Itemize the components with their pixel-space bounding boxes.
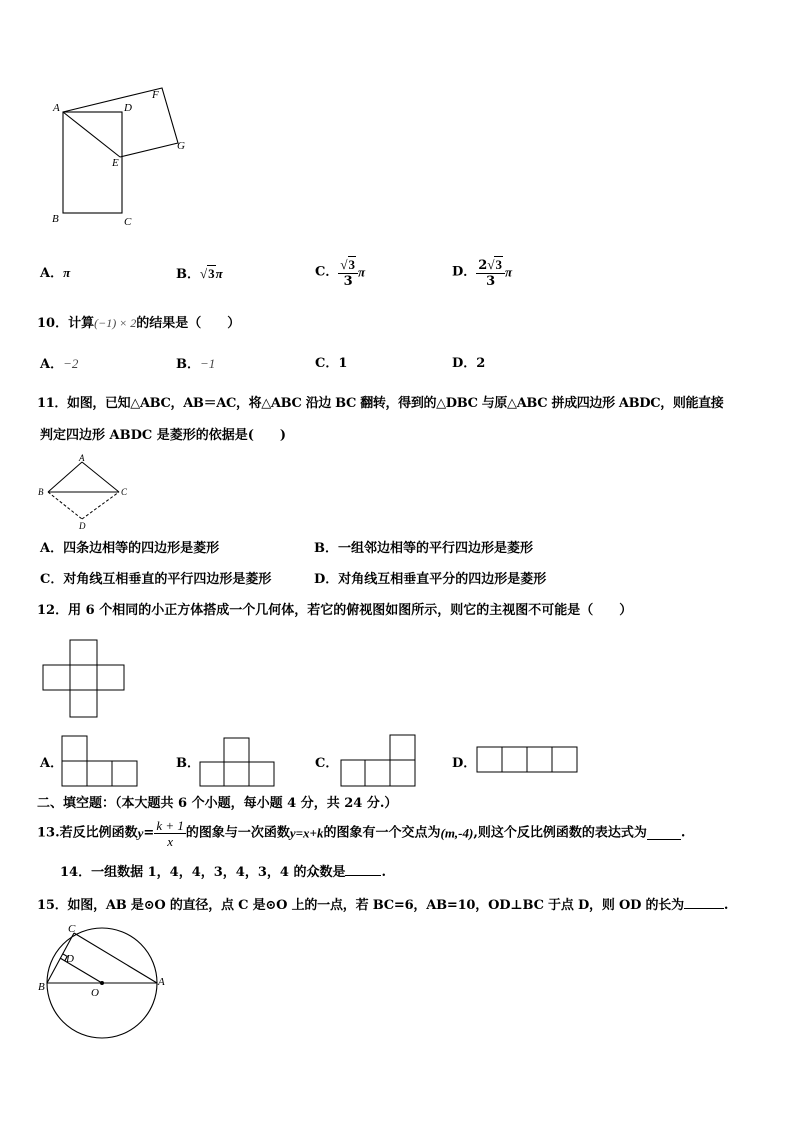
label-a: A bbox=[158, 976, 165, 988]
label-o: O bbox=[91, 987, 99, 999]
q9-option-a: A．π bbox=[40, 265, 71, 281]
q12-top-view bbox=[40, 633, 130, 723]
q10-option-a: A．−2 bbox=[40, 356, 79, 372]
segment-ac bbox=[82, 462, 119, 492]
q9-option-c: C． $\frac{√3}{3}$ π bbox=[315, 257, 366, 289]
q11-option-a: A．四条边相等的四边形是菱形 bbox=[40, 541, 220, 556]
q11-option-d: D．对角线互相垂直平分的四边形是菱形 bbox=[314, 572, 547, 587]
q13-stem: 13.若反比例函数y= $\frac{k + 1}{x}$ 的图象与一次函数y=x+k的图象有一个交点为(m,-4),则这个反比例函数的表达式为 . bbox=[37, 818, 686, 849]
q9-option-d: D． $\frac{2√3}{3}$ π bbox=[452, 257, 513, 289]
q12-option-c-figure bbox=[338, 732, 418, 790]
q11-option-b: B．一组邻边相等的平行四边形是菱形 bbox=[314, 541, 533, 556]
q13-answer-blank[interactable] bbox=[647, 827, 681, 840]
q12-option-d-figure bbox=[474, 744, 580, 776]
q10-option-b: B．−1 bbox=[176, 356, 216, 372]
label-c: C bbox=[124, 216, 132, 228]
label-e: E bbox=[112, 157, 119, 169]
label-d: D bbox=[124, 102, 132, 114]
q15-stem: 15．如图，AB 是⊙O 的直径，点 C 是⊙O 上的一点，若 BC=6，AB=10，OD⊥BC 于点 D，则 OD 的长为 . bbox=[37, 898, 729, 913]
q14-stem: 14．一组数据 1，4，4，3，4，3，4 的众数是 . bbox=[60, 865, 386, 880]
q11-stem-line2: 判定四边形 ABDC 是菱形的依据是( ) bbox=[40, 428, 287, 443]
q9-figure bbox=[40, 78, 210, 238]
q12-option-d-label: D． bbox=[452, 756, 477, 771]
label-b: B bbox=[38, 487, 44, 497]
polygon-afge bbox=[63, 88, 178, 157]
q15-figure bbox=[36, 918, 168, 1042]
q12-option-c-label: C． bbox=[315, 756, 339, 771]
q14-answer-blank[interactable] bbox=[345, 863, 381, 876]
q9-option-b: B．√3π bbox=[176, 266, 223, 282]
q10-option-c: C．1 bbox=[315, 356, 348, 371]
segment-ae bbox=[63, 112, 120, 157]
label-a: A bbox=[79, 453, 85, 463]
q11-stem-line1: 11．如图，已知△ABC，AB＝AC，将△ABC 沿边 BC 翻转，得到的△DBC 与原△ABC 拼成四边形 ABDC，则能直接 bbox=[37, 396, 724, 411]
q12-option-b-figure bbox=[198, 734, 278, 790]
center-o bbox=[100, 981, 104, 985]
q12-option-b-label: B． bbox=[176, 756, 200, 771]
q12-stem: 12．用 6 个相同的小正方体搭成一个几何体，若它的俯视图如图所示，则它的主视图不可能是（ ） bbox=[37, 603, 633, 618]
q15-answer-blank[interactable] bbox=[684, 896, 724, 909]
section-2-heading: 二、填空题：（本大题共 6 个小题，每小题 4 分，共 24 分.） bbox=[37, 796, 398, 811]
q10-stem: 10．计算(−1) × 2的结果是（ ） bbox=[37, 316, 241, 331]
label-a: A bbox=[53, 102, 60, 114]
segment-ab bbox=[48, 462, 82, 492]
label-d: D bbox=[66, 953, 74, 965]
chord-ca bbox=[74, 933, 157, 983]
label-b: B bbox=[38, 981, 45, 993]
label-b: B bbox=[52, 213, 59, 225]
label-g: G bbox=[177, 140, 185, 152]
label-f: F bbox=[152, 89, 159, 101]
label-d: D bbox=[79, 521, 86, 531]
q10-option-d: D．2 bbox=[452, 356, 486, 371]
q11-option-c: C．对角线互相垂直的平行四边形是菱形 bbox=[40, 572, 272, 587]
segment-dc bbox=[82, 492, 119, 519]
label-c: C bbox=[68, 923, 76, 935]
q11-figure bbox=[36, 452, 136, 532]
label-c: C bbox=[121, 487, 128, 497]
q12-option-a-label: A． bbox=[40, 756, 64, 771]
q12-option-a-figure bbox=[60, 734, 140, 790]
segment-bd bbox=[48, 492, 82, 519]
